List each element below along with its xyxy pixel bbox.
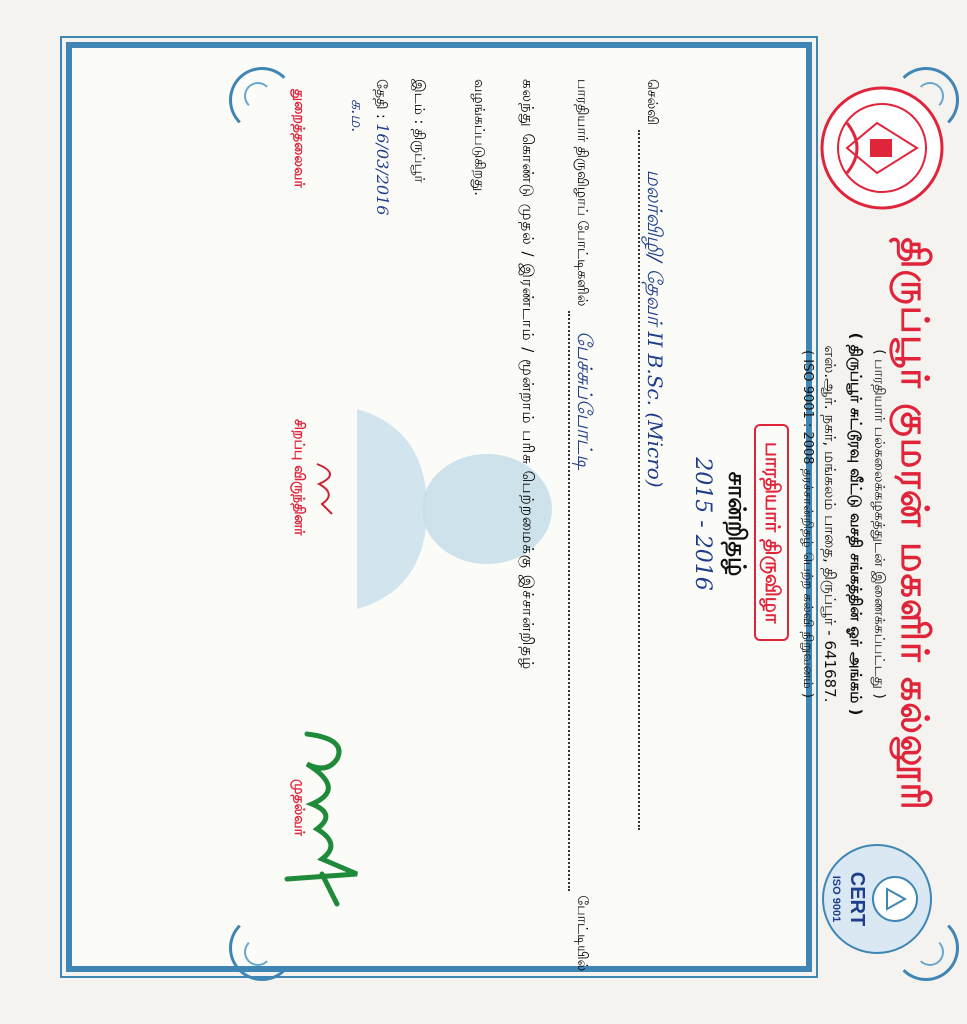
competition-dotted-field [568,311,597,891]
college-logo-icon [817,83,947,213]
guest-title: சிறப்பு விருந்தினர் [291,419,307,536]
badge-brand: CERT [846,871,868,927]
affiliation-text: ( பாரதியார் பல்கலைக்கழகத்துடன் இணைக்கப்பட்டது ) [871,349,887,699]
college-address: எஸ்.ஆர். நகர், மங்கலம் பாதை, திருப்பூர் - 641687. [821,345,839,703]
name-value: மலர்விழி/ தேவர் II B.Sc. (Micro) [643,169,667,488]
college-name: திருப்பூர் குமரன் மகளிர் கல்லூரி [893,237,937,811]
name-line [638,79,667,830]
certificate-content [221,59,967,989]
date-label: தேதி : [373,79,389,119]
event-badge: பாரதியார் திருவிழா [754,424,789,641]
ornament-corner [229,67,295,133]
closing-text: வழங்கப்படுகிறது. [471,79,487,196]
badge-standard: ISO 9001 [830,875,842,923]
name-dotted-field [638,130,667,830]
place-label: இடம் : [411,79,427,125]
competition-suffix: போட்டியில் [574,895,590,972]
certificate-title: சான்றிதழ் [723,471,751,577]
society-text: ( திருப்பூர் சுட்டூரவு வீட்டு வசதி சங்கத்தின் ஓர் அங்கம் ) [847,332,865,716]
certificate-frame [66,42,937,972]
place-line [409,79,427,183]
competition-label: பாரதியார் திருவிழாப் போட்டிகளில் [574,79,590,307]
competition-line [568,79,597,971]
participation-text: கலந்து கொண்டு முதல் / இரண்டாம் / மூன்றாம் பரிசு பெற்றமைக்கு இச்சான்றிதழ் [519,79,537,671]
name-label: செல்வி [644,79,660,126]
iso-cert-badge-icon [817,839,937,959]
date-value: 16/03/2016 [373,123,392,216]
ornament-corner [229,915,295,981]
guest-signature [307,459,347,519]
iso-statement: ( ISO 9001 : 2008 தரச்சான்றிதழ் பெற்ற கல்வி நிறுவனம் ) [800,350,815,698]
principal-title: முதல்வர் [291,779,307,836]
watermark-portrait [357,389,577,629]
place-value: திருப்பூர் [411,128,427,183]
dept-head-signature: க.ம. [348,99,367,133]
academic-year: 2015 - 2016 [690,457,715,591]
competition-value: பேச்சுப்போட்டி [573,330,597,471]
dept-head-title: துறைத்தலைவர் [291,89,307,188]
date-line [371,79,392,215]
